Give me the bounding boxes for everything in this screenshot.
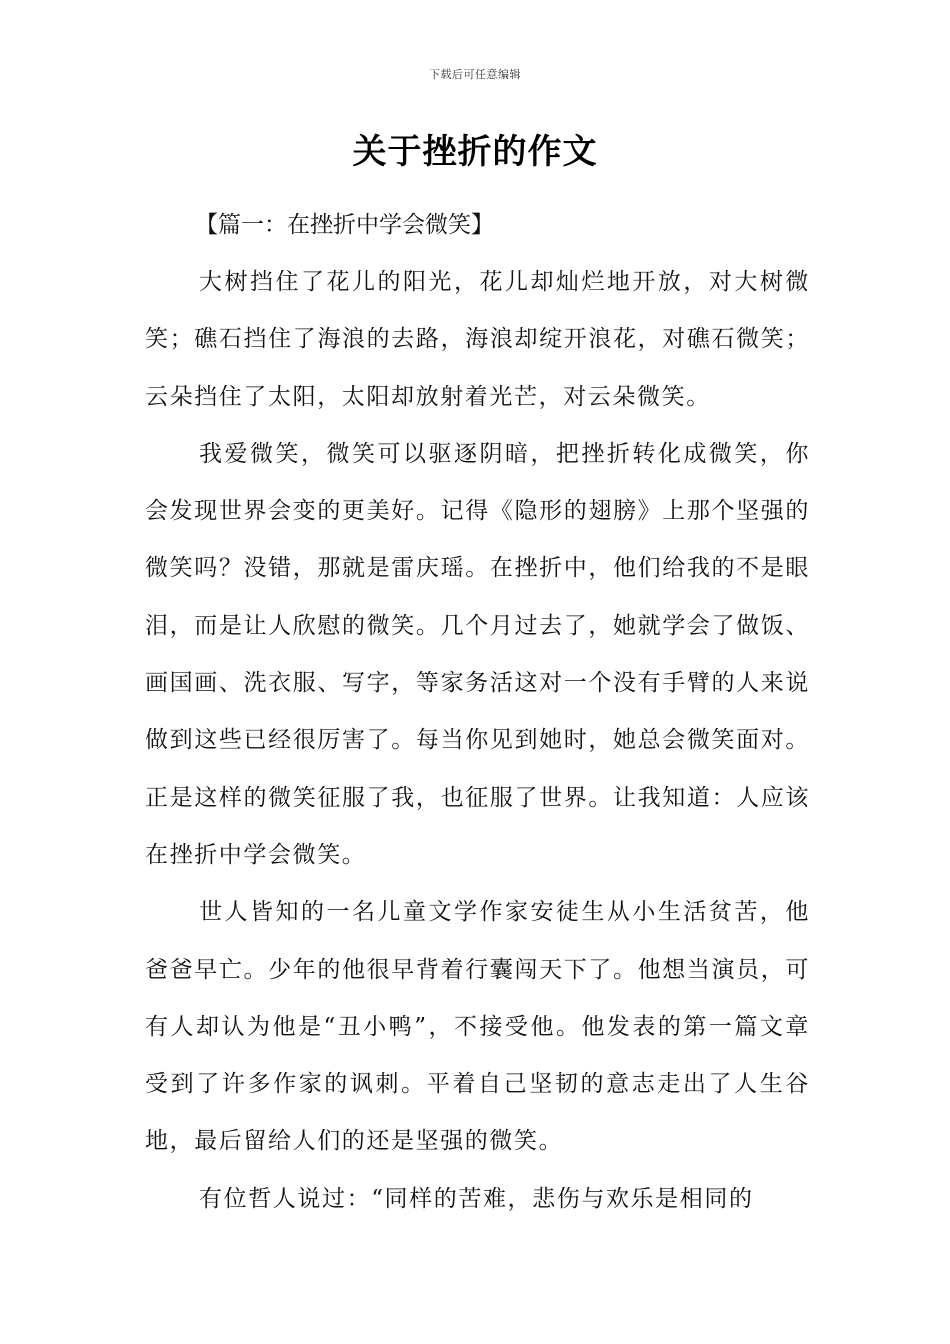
header-note: 下载后可任意编辑 [429,68,521,81]
document-body [145,197,810,1228]
paragraph: 有位哲人说过：“同样的苦难，悲伤与欢乐是相同的 [199,1185,754,1212]
paragraph: 我爱微笑，微笑可以驱逐阴暗，把挫折转化成微笑，你会发现世界会变的更美好。记得《隐形的翅膀》上那个坚强的微笑吗？没错，那就是雷庆瑶。在挫折中，他们给我的不是眼泪，而是让人欣慰的微笑。几个月过去了，她就学会了做饭、画国画、洗衣服、写字，等家务活这对一个没有手臂的人来说做到这些已经很厉害了。每当你见到她时，她总会微笑面对。正是这样的微笑征服了我，也征服了世界。让我知道：人应该在挫折中学会微笑。 [145,440,810,868]
section-heading: 【篇一：在挫折中学会微笑】 [195,212,494,238]
document-title: 关于挫折的作文 [352,132,598,172]
paragraph: 大树挡住了花儿的阳光，花儿却灿烂地开放，对大树微笑；礁石挡住了海浪的去路，海浪却绽开浪花，对礁石微笑；云朵挡住了太阳，太阳却放射着光芒，对云朵微笑。 [145,269,810,410]
paragraph: 世人皆知的一名儿童文学作家安徒生从小生活贫苦，他爸爸早亡。少年的他很早背着行囊闯天下了。他想当演员，可有人却认为他是“丑小鸭”，不接受他。他发表的第一篇文章受到了许多作家的讽刺。平着自己坚韧的意志走出了人生谷地，最后留给人们的还是坚强的微笑。 [145,899,810,1155]
